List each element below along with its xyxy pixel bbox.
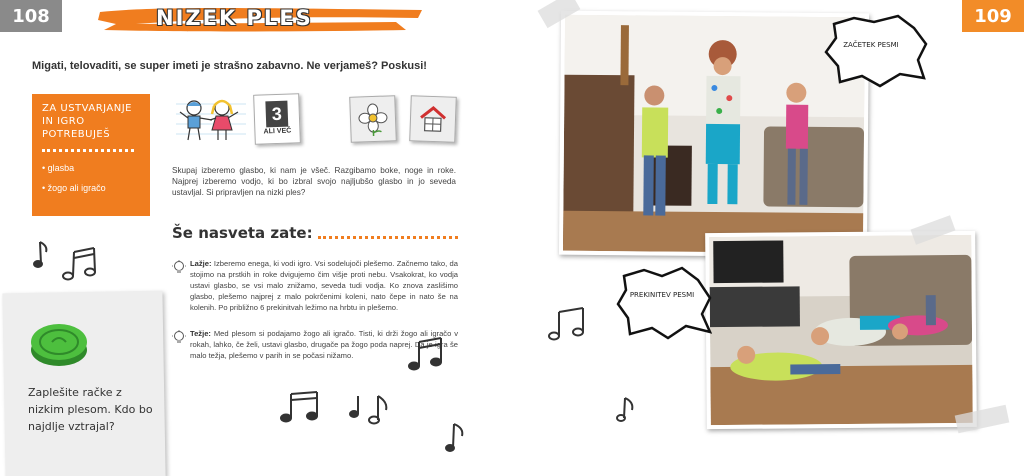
callout-stop: PREKINITEV PESMI — [629, 291, 695, 299]
page-number-right: 109 — [962, 0, 1024, 32]
music-notes-icon — [546, 306, 590, 346]
music-notes-icon — [278, 388, 398, 428]
dotted-divider — [42, 149, 134, 152]
materials-list — [42, 158, 140, 198]
photo-dancing-low — [705, 231, 977, 429]
flower-icon — [349, 95, 397, 143]
players-count-label: ALI VEČ — [263, 127, 292, 136]
kids-drawing-icon — [176, 94, 246, 146]
speech-burst-icon — [824, 14, 928, 88]
materials-box — [32, 94, 150, 216]
speech-burst-icon — [616, 264, 712, 340]
tips-heading: Še nasveta zate: — [172, 224, 313, 242]
music-notes-icon — [614, 396, 638, 426]
tip-harder-text: Med plesom si podajamo žogo ali igračo. Tisti, ki drži žogo ali igračo v rokah, lahko, če želi, ustavi glasbo, drugače pa žogo poda naprej. Da je igra še malo težja, plešemo v parih in se počasi nižamo. — [190, 329, 458, 360]
dotted-divider — [318, 236, 458, 239]
tip-easier — [172, 258, 458, 313]
tip-easier-label: Lažje: — [190, 259, 212, 268]
sticky-note-text: Zaplešite račke z nizkim plesom. Kdo bo najdlje vztrajal? — [28, 386, 153, 433]
page-title: NIZEK PLES — [156, 6, 313, 30]
tip-easier-text: Izberemo enega, ki vodi igro. Vsi sodelujoči plešemo. Začnemo tako, da stojimo na prstkih in roke dvigujemo čim višje proti nebu. Vsakokrat, ko vodja ustavi glasbo, se vsi malo znižamo, seveda tudi vodja. Ko znova zaslišimo glasbo, plešemo najprej z malo pokrčenimi koleni, nato čepe in nato še na kolenih. Po približno 6 prekinitvah ležimo na hrbtu in plešemo. — [190, 259, 458, 312]
intro-text: Migati, telovaditi, se super imeti je strašno zabavno. Ne verjameš? Poskusi! — [32, 60, 427, 72]
title-banner — [96, 4, 426, 34]
tip-harder-label: Težje: — [190, 329, 211, 338]
music-notes-icon — [28, 238, 108, 288]
materials-item: • glasba — [42, 158, 140, 178]
players-count-card — [253, 93, 301, 145]
main-instructions: Skupaj izberemo glasbo, ki nam je všeč. Razgibamo boke, noge in roke. Najprej izberemo vodjo, ki bo izbral svojo najljubšo glasbo in jo seveda ustavljal. Si pripravljen na nizki ples? — [172, 166, 456, 197]
photo-dancing-start — [559, 11, 869, 258]
lightbulb-icon — [172, 260, 190, 313]
page-number-left: 108 — [0, 0, 62, 32]
music-notes-icon — [442, 420, 472, 456]
callout-start: ZAČETEK PESMI — [843, 41, 899, 49]
materials-item: • žogo ali igračo — [42, 178, 140, 198]
players-count: 3 — [265, 101, 288, 128]
music-notes-icon — [406, 336, 446, 376]
lightbulb-icon — [172, 330, 190, 361]
materials-title: ZA USTVARJANJE IN IGRO POTREBUJEŠ — [42, 103, 132, 140]
house-icon — [409, 95, 457, 143]
green-button-icon — [28, 312, 90, 374]
